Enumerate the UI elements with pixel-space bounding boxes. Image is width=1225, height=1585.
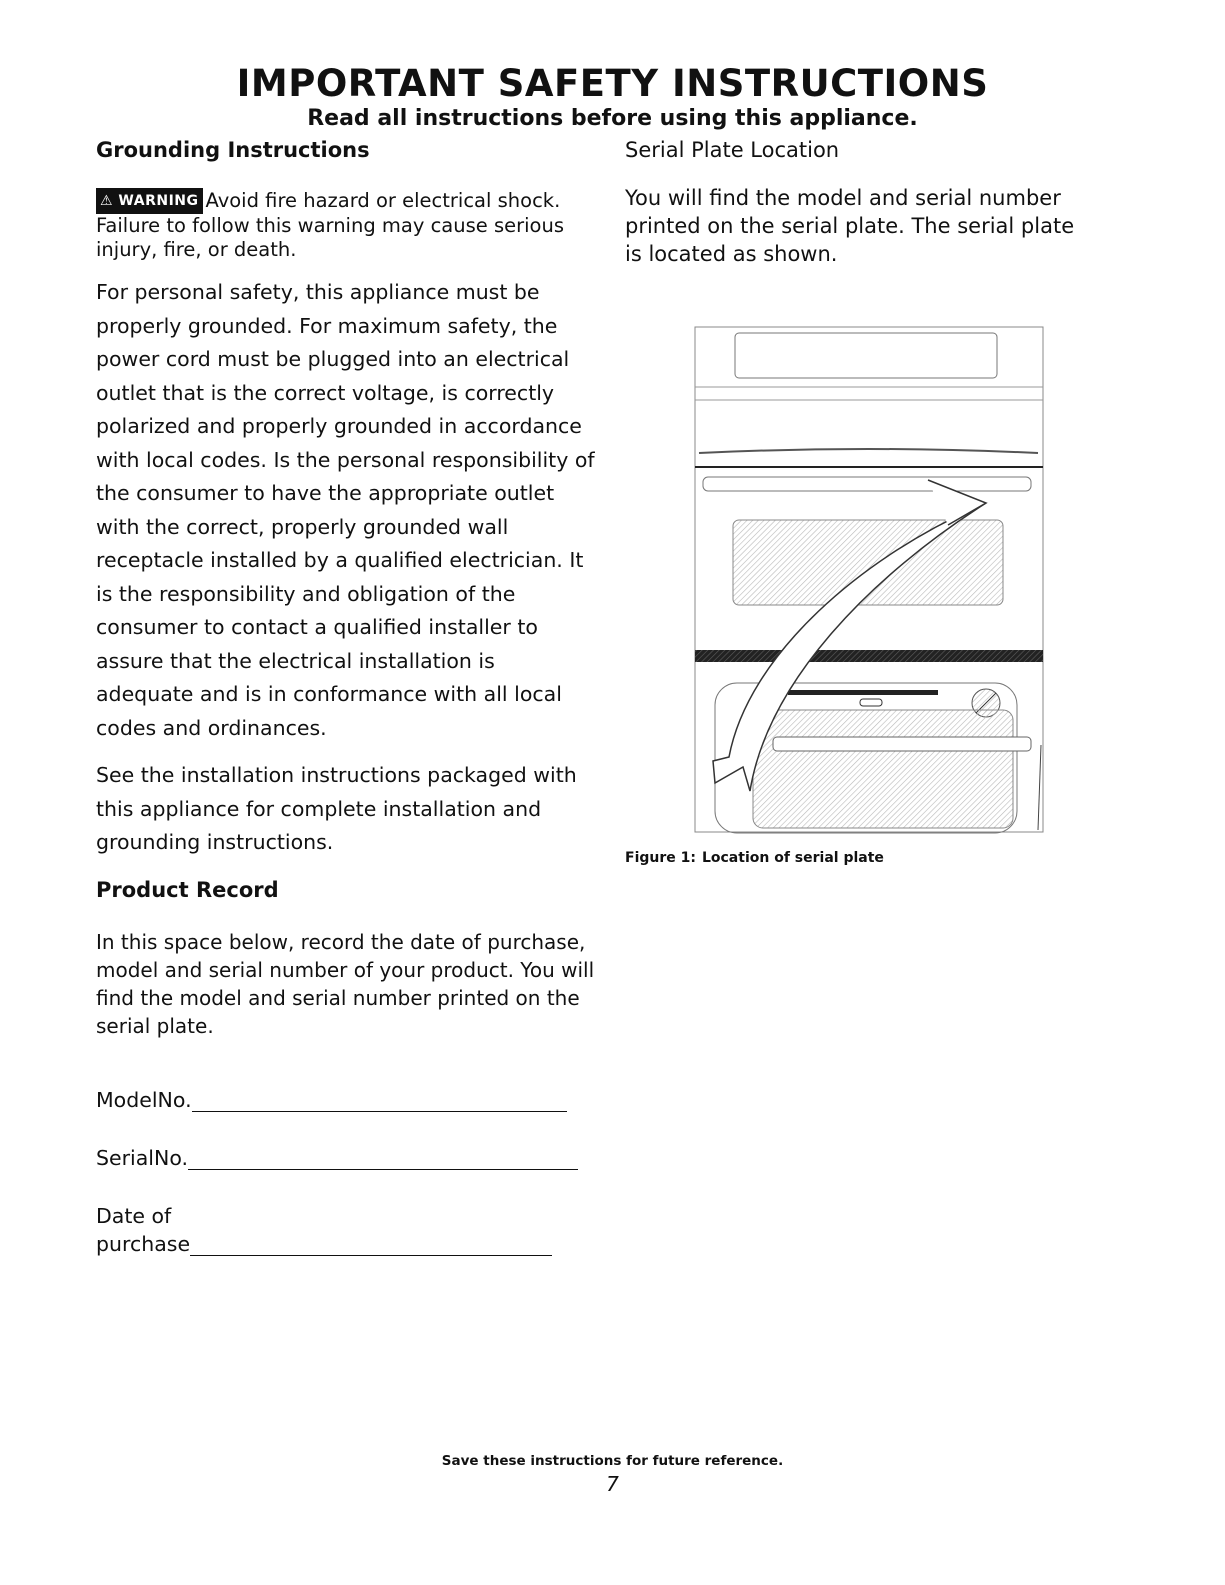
page-title: IMPORTANT SAFETY INSTRUCTIONS xyxy=(236,62,989,105)
grounding-paragraph-1: For personal safety, this appliance must be properly grounded. For maximum safety, the power cord must be plugged into an electrical outlet that is the correct voltage, is correctly polarized and properly grounded in accordance with local codes. Is the personal responsibility of the consumer to have the appropriate outlet with the correct, properly grounded wall receptacle installed by a qualified electrician. It is the responsibility and obligation of the consumer to contact a qualified installer to assure that the electrical installation is adequate and is in conformance with all local codes and ordinances. xyxy=(96,280,595,740)
serial-number-line xyxy=(96,1146,596,1170)
grounding-paragraph-2: See the installation instructions packaged with this appliance for complete installation and grounding instructions. xyxy=(96,763,577,854)
warning-text: Avoid fire hazard or electrical shock. Failure to follow this warning may cause serious injury, fire, or death. xyxy=(96,189,565,261)
figure-caption xyxy=(625,850,890,866)
lower-window xyxy=(753,710,1013,828)
oven-diagram xyxy=(693,325,1053,835)
purchase-date-label: purchase xyxy=(96,1231,191,1256)
warning-block xyxy=(96,188,596,262)
date-label-line-1: Date of xyxy=(96,1203,172,1228)
model-number-line xyxy=(96,1088,596,1112)
product-record-heading: Product Record xyxy=(96,877,279,902)
serial-number-field[interactable] xyxy=(188,1147,578,1170)
product-record-paragraph: In this space below, record the date of purchase, model and serial number of your product. You will find the model and serial number printed on the serial plate. xyxy=(96,929,595,1038)
page-subtitle: Read all instructions before using this appliance. xyxy=(307,106,918,131)
left-column xyxy=(96,138,596,1290)
control-panel xyxy=(735,333,997,378)
purchase-date-field[interactable] xyxy=(190,1233,552,1256)
purchase-date-line xyxy=(96,1232,596,1256)
upper-handle xyxy=(703,477,1031,491)
serial-plate-heading: Serial Plate Location xyxy=(625,138,840,162)
right-column xyxy=(625,138,1095,268)
model-number-label: ModelNo. xyxy=(96,1087,192,1112)
page-number: 7 xyxy=(606,1472,619,1496)
grounding-heading: Grounding Instructions xyxy=(96,138,370,162)
figure-caption-text: Location of serial plate xyxy=(701,850,884,866)
warning-badge: ⚠ WARNING xyxy=(96,188,203,214)
lower-handle xyxy=(773,737,1031,751)
record-form xyxy=(96,1088,596,1256)
serial-plate-paragraph: You will find the model and serial number printed on the serial plate. The serial plate is located as shown. xyxy=(625,186,1075,266)
serial-plate-slot xyxy=(788,690,938,695)
figure-number: Figure 1: xyxy=(625,850,696,866)
footer-note: Save these instructions for future reference. xyxy=(441,1453,784,1469)
serial-number-label: SerialNo. xyxy=(96,1145,189,1170)
model-number-field[interactable] xyxy=(192,1089,567,1112)
